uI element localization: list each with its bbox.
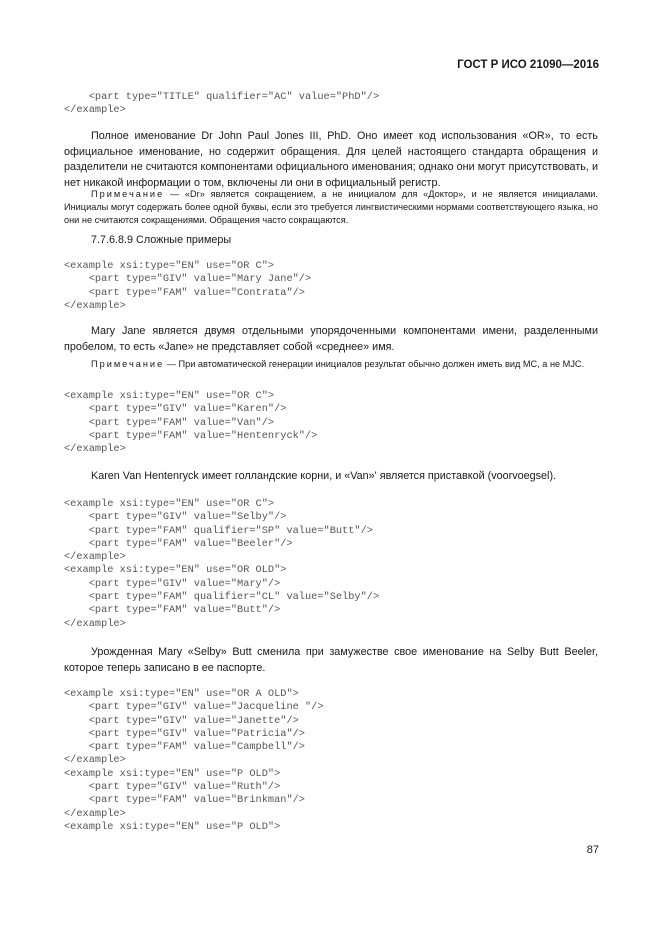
page-number: 87 <box>586 844 599 856</box>
note-text: — При автоматической генерации инициалов результат обычно должен иметь вид МС, а не MJC. <box>164 359 585 369</box>
note-label: Примечание <box>91 189 165 199</box>
document-header: ГОСТ Р ИСО 21090—2016 <box>457 59 599 71</box>
code-block-mary-jane: <example xsi:type="EN" use="OR C"> <part type="GIV" value="Mary Jane"/> <part type="FAM" value="Contrata"/> </example> <box>64 260 312 312</box>
paragraph-dr-jones: Полное именование Dr John Paul Jones III, PhD. Оно имеет код использования «OR», то есть официальное именование, но содержит обращения. Для целей настоящего стандарта обращения и разделители не считаются компонентами официального именования; однако они могут присутствовать, и нет никакой информации о том, включены ли они в официальный регистр. <box>64 130 598 189</box>
note-dr-abbreviation <box>64 188 598 226</box>
code-block-karen: <example xsi:type="EN" use="OR C"> <part type="GIV" value="Karen"/> <part type="FAM" value="Van"/> <part type="FAM" value="Hentenryck"/> </example> <box>64 390 318 456</box>
paragraph-karen: Karen Van Hentenryck имеет голландские корни, и «Van»' является приставкой (voorvoegsel). <box>91 470 557 482</box>
code-block-selby: <example xsi:type="EN" use="OR C"> <part type="GIV" value="Selby"/> <part type="FAM" qualifier="SP" value="Butt"/> <part type="FAM" value="Beeler"/> </example> <example xsi:type="EN" use="OR OLD"> <part type="GIV" value="Mary"/> <part type="FAM" qualifier="CL" value="Selby"/> <part type="FAM" value="Butt"/> </example> <box>64 498 380 630</box>
note-text: — «Dr» является сокращением, а не инициалом для «Доктор», и не является инициалами. Инициалы могут содержать более одной буквы, если это требуется лингвистическими нормами соответствующего языка, но они не считаются сокращениями. Обращения часто сокращаются. <box>64 189 598 225</box>
note-label: Примечание <box>91 359 165 369</box>
code-block-title-part: <part type="TITLE" qualifier="AC" value="PhD"/> </example> <box>64 91 380 117</box>
code-block-jacqueline: <example xsi:type="EN" use="OR A OLD"> <part type="GIV" value="Jacqueline "/> <part type="GIV" value="Janette"/> <part type="GIV" value="Patricia"/> <part type="FAM" value="Campbell"/> </example> <example xsi:type="EN" use="P OLD"> <part type="GIV" value="Ruth"/> <part type="FAM" value="Brinkman"/> </example> <example xsi:type="EN" use="P OLD"> <box>64 688 324 833</box>
section-heading: 7.7.6.8.9 Сложные примеры <box>91 234 232 246</box>
paragraph-mary-jane: Mary Jane является двумя отдельными упорядоченными компонентами имени, разделенными пробелом, то есть «Jane» не представляет собой «среднее» имя. <box>64 325 598 353</box>
paragraph-selby: Урожденная Mary «Selby» Butt сменила при замужестве свое именование на Selby Butt Beeler, которое теперь записано в ее паспорте. <box>64 646 598 674</box>
note-initials <box>64 358 598 371</box>
